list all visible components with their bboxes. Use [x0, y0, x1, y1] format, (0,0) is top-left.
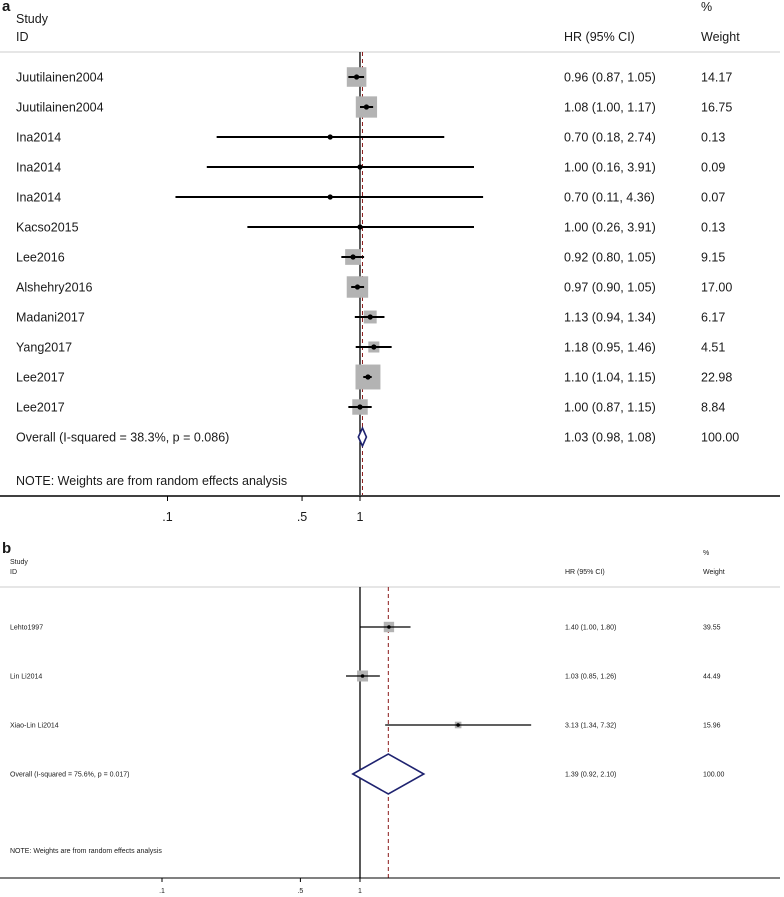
hr-ci-label-a: 0.70 (0.18, 2.74): [564, 130, 656, 145]
header-pct-b: %: [703, 550, 710, 557]
point-estimate-b: [456, 723, 460, 727]
weight-label-a: 6.17: [701, 310, 726, 325]
overall-weight-a: 100.00: [701, 430, 740, 445]
header-study-b: Study: [10, 559, 28, 566]
point-estimate-b: [361, 674, 365, 678]
study-name-a: Madani2017: [16, 310, 85, 325]
overall-label-a: Overall (I-squared = 38.3%, p = 0.086): [16, 430, 230, 445]
weight-label-a: 8.84: [701, 400, 726, 415]
x-tick-label-a: .1: [162, 510, 173, 524]
study-name-a: Kacso2015: [16, 220, 79, 235]
point-estimate-a: [354, 74, 359, 79]
study-name-b: Lin Li2014: [10, 673, 43, 681]
hr-ci-label-a: 0.97 (0.90, 1.05): [564, 280, 656, 295]
header-hr-b: HR (95% CI): [565, 569, 605, 576]
study-name-a: Lee2016: [16, 250, 65, 265]
hr-ci-label-a: 1.13 (0.94, 1.34): [564, 310, 656, 325]
point-estimate-a: [350, 254, 355, 259]
weight-label-b: 39.55: [703, 624, 721, 632]
x-tick-label-a: 1: [356, 510, 364, 524]
weight-label-a: 0.09: [701, 160, 726, 175]
weight-label-a: 4.51: [701, 340, 726, 355]
point-estimate-a: [328, 134, 333, 139]
point-estimate-a: [355, 284, 360, 289]
point-estimate-a: [357, 404, 362, 409]
weight-label-a: 14.17: [701, 70, 733, 85]
panel-label-b: b: [2, 540, 12, 557]
study-name-a: Lee2017: [16, 370, 65, 385]
study-name-a: Alshehry2016: [16, 280, 93, 295]
note-b: NOTE: Weights are from random effects analysis: [10, 848, 162, 855]
point-estimate-a: [365, 374, 370, 379]
x-tick-label-b: .5: [297, 888, 304, 895]
overall-weight-b: 100.00: [703, 771, 725, 779]
hr-ci-label-b: 3.13 (1.34, 7.32): [565, 722, 617, 730]
hr-ci-label-a: 0.70 (0.11, 4.36): [564, 190, 655, 205]
header-hr-a: HR (95% CI): [564, 30, 635, 44]
weight-label-a: 0.13: [701, 220, 726, 235]
overall-hr-ci-b: 1.39 (0.92, 2.10): [565, 771, 617, 779]
header-weight-b: Weight: [703, 569, 725, 576]
weight-label-a: 16.75: [701, 100, 733, 115]
x-tick-label-a: .5: [296, 510, 308, 524]
panel-label-a: a: [2, 0, 11, 15]
header-id-a: ID: [16, 30, 29, 44]
hr-ci-label-a: 1.00 (0.87, 1.15): [564, 400, 656, 415]
hr-ci-label-a: 0.96 (0.87, 1.05): [564, 70, 656, 85]
study-name-a: Lee2017: [16, 400, 65, 415]
hr-ci-label-a: 1.10 (1.04, 1.15): [564, 370, 656, 385]
point-estimate-a: [328, 194, 333, 199]
point-estimate-b: [387, 625, 391, 629]
overall-diamond-b: [353, 754, 424, 794]
x-tick-label-b: 1: [358, 888, 362, 895]
study-name-a: Ina2014: [16, 190, 62, 205]
overall-hr-ci-a: 1.03 (0.98, 1.08): [564, 430, 656, 445]
note-a: NOTE: Weights are from random effects analysis: [16, 474, 288, 488]
hr-ci-label-a: 1.00 (0.16, 3.91): [564, 160, 656, 175]
overall-label-b: Overall (I-squared = 75.6%, p = 0.017): [10, 771, 130, 779]
hr-ci-label-a: 1.18 (0.95, 1.46): [564, 340, 656, 355]
study-name-a: Juutilainen2004: [16, 70, 104, 85]
header-pct-a: %: [701, 0, 713, 14]
weight-label-a: 0.07: [701, 190, 726, 205]
hr-ci-label-a: 1.00 (0.26, 3.91): [564, 220, 656, 235]
weight-label-b: 15.96: [703, 722, 721, 730]
point-estimate-a: [371, 344, 376, 349]
hr-ci-label-a: 0.92 (0.80, 1.05): [564, 250, 656, 265]
point-estimate-a: [368, 314, 373, 319]
point-estimate-a: [364, 104, 369, 109]
study-name-b: Xiao-Lin Li2014: [10, 722, 59, 730]
study-name-a: Juutilainen2004: [16, 100, 104, 115]
weight-label-a: 17.00: [701, 280, 733, 295]
weight-label-b: 44.49: [703, 673, 721, 681]
study-name-b: Lehto1997: [10, 624, 44, 632]
hr-ci-label-a: 1.08 (1.00, 1.17): [564, 100, 656, 115]
study-name-a: Ina2014: [16, 160, 62, 175]
header-study-a: Study: [16, 12, 48, 26]
hr-ci-label-b: 1.03 (0.85, 1.26): [565, 673, 617, 681]
hr-ci-label-b: 1.40 (1.00, 1.80): [565, 624, 617, 632]
x-tick-label-b: .1: [159, 888, 165, 895]
study-name-a: Ina2014: [16, 130, 62, 145]
header-id-b: ID: [10, 569, 17, 576]
weight-label-a: 9.15: [701, 250, 726, 265]
weight-label-a: 0.13: [701, 130, 726, 145]
weight-label-a: 22.98: [701, 370, 733, 385]
study-name-a: Yang2017: [16, 340, 73, 355]
point-estimate-a: [357, 224, 362, 229]
point-estimate-a: [357, 164, 362, 169]
header-weight-a: Weight: [701, 30, 740, 44]
